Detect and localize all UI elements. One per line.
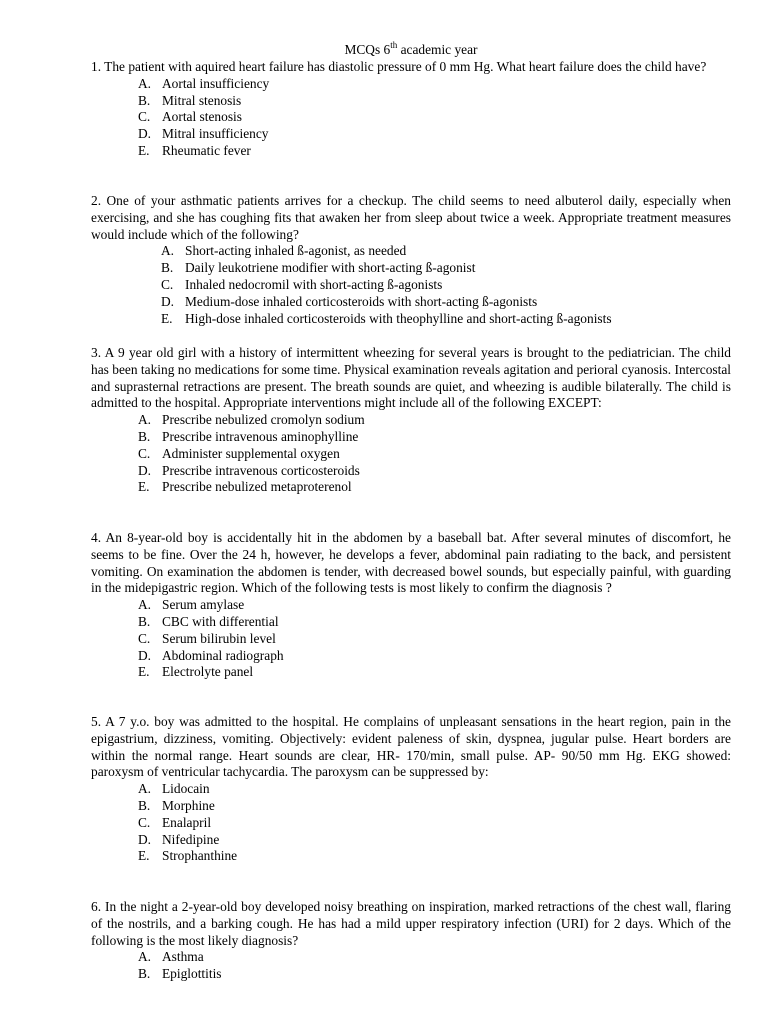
- question-2: [91, 193, 731, 327]
- title-superscript: th: [390, 39, 398, 50]
- answer-option: [138, 966, 731, 983]
- answer-option: [138, 781, 731, 798]
- option-letter: A.: [138, 597, 152, 613]
- option-text: Inhaled nedocromil with short-acting ß-agonists: [185, 276, 443, 292]
- option-letter: C.: [138, 814, 151, 830]
- option-text: Aortal stenosis: [162, 109, 242, 125]
- answer-option: [138, 648, 731, 665]
- option-text: Prescribe nebulized cromolyn sodium: [162, 412, 365, 428]
- answer-option: [138, 798, 731, 815]
- answer-option: [138, 76, 731, 93]
- answer-option: [161, 294, 731, 311]
- option-text: Mitral insufficiency: [162, 126, 269, 142]
- answer-option: [138, 479, 731, 496]
- option-text: Administer supplemental oxygen: [162, 445, 340, 461]
- option-text: Morphine: [162, 797, 215, 813]
- answer-option: [138, 949, 731, 966]
- option-letter: C.: [161, 276, 174, 292]
- question-3: [91, 345, 731, 496]
- question-stem: 6. In the night a 2-year-old boy developed noisy breathing on inspiration, marked retractions of the chest wall, flaring of the nostrils, and a barking cough. He has had a mild upper respiratory infection (URI) for 2 days. Which of the following is the most likely diagnosis?: [91, 899, 731, 948]
- option-text: Prescribe intravenous aminophylline: [162, 428, 359, 444]
- answer-option: [138, 446, 731, 463]
- option-letter: E.: [138, 848, 150, 864]
- option-letter: E.: [161, 310, 173, 326]
- option-text: Strophanthine: [162, 848, 238, 864]
- option-letter: B.: [138, 966, 151, 982]
- option-text: Prescribe intravenous corticosteroids: [162, 462, 360, 478]
- option-text: CBC with differential: [162, 613, 279, 629]
- answer-options: [161, 243, 731, 327]
- option-text: Lidocain: [162, 781, 210, 797]
- option-letter: A.: [138, 949, 152, 965]
- answer-option: [138, 109, 731, 126]
- option-text: Nifedipine: [162, 831, 220, 847]
- answer-option: [138, 664, 731, 681]
- option-text: Epiglottitis: [162, 966, 222, 982]
- answer-option: [138, 412, 731, 429]
- answer-options: [138, 781, 731, 865]
- answer-option: [138, 143, 731, 160]
- question-6: [91, 899, 731, 983]
- answer-option: [138, 631, 731, 648]
- answer-option: [138, 597, 731, 614]
- option-text: Daily leukotriene modifier with short-acting ß-agonist: [185, 260, 476, 276]
- answer-option: [138, 93, 731, 110]
- option-text: Asthma: [162, 949, 204, 965]
- answer-option: [138, 815, 731, 832]
- option-letter: C.: [138, 109, 151, 125]
- answer-options: [138, 76, 731, 160]
- answer-option: [161, 260, 731, 277]
- question-stem: 5. A 7 y.o. boy was admitted to the hospital. He complains of unpleasant sensations in the heart region, pain in the epigastrium, dizziness, vomiting. Objectively: evident paleness of skin, dyspnea, jugular pulse. Heart borders are within the normal range. Heart sounds are clear, HR- 170/min, small pulse. AP- 90/50 mm Hg. EKG showed: paroxysm of ventricular tachycardia. The paroxysm can be suppressed by:: [91, 714, 731, 780]
- answer-option: [138, 429, 731, 446]
- option-letter: E.: [138, 142, 150, 158]
- option-letter: B.: [161, 260, 174, 276]
- option-letter: D.: [138, 462, 152, 478]
- option-text: Electrolyte panel: [162, 664, 254, 680]
- option-letter: A.: [138, 412, 152, 428]
- option-letter: A.: [161, 243, 175, 259]
- document-title: [91, 39, 731, 59]
- option-letter: D.: [138, 831, 152, 847]
- option-letter: E.: [138, 664, 150, 680]
- question-stem: 1. The patient with aquired heart failure has diastolic pressure of 0 mm Hg. What heart failure does the child have?: [91, 59, 707, 74]
- option-letter: D.: [138, 647, 152, 663]
- option-letter: A.: [138, 781, 152, 797]
- answer-options: [138, 412, 731, 496]
- option-text: Aortal insufficiency: [162, 75, 270, 91]
- answer-option: [161, 243, 731, 260]
- option-text: Mitral stenosis: [162, 92, 242, 108]
- option-letter: E.: [138, 479, 150, 495]
- option-letter: B.: [138, 797, 151, 813]
- question-1: [91, 59, 731, 160]
- option-text: Short-acting inhaled ß-agonist, as needed: [185, 243, 407, 259]
- option-letter: D.: [161, 293, 175, 309]
- answer-option: [138, 126, 731, 143]
- option-letter: C.: [138, 630, 151, 646]
- option-letter: B.: [138, 428, 151, 444]
- answer-option: [138, 832, 731, 849]
- option-letter: A.: [138, 75, 152, 91]
- answer-option: [161, 311, 731, 328]
- question-stem: 2. One of your asthmatic patients arrives for a checkup. The child seems to need albuterol daily, especially when exercising, and she has coughing fits that awaken her from sleep about twice a week. Appropriate treatment measures would include which of the following?: [91, 193, 731, 242]
- option-letter: D.: [138, 126, 152, 142]
- option-text: Serum bilirubin level: [162, 630, 276, 646]
- question-stem: 3. A 9 year old girl with a history of intermittent wheezing for several years is brought to the pediatrician. The child has been taking no medications for some time. Physical examination reveals agitation and perioral cyanosis. Intercostal and suprasternal retractions are present. The breath sounds are quiet, and wheezing is audible bilaterally. The child is admitted to the hospital. Appropriate interventions might include all of the following EXCEPT:: [91, 345, 731, 411]
- option-letter: B.: [138, 92, 151, 108]
- option-text: Enalapril: [162, 814, 212, 830]
- option-text: Medium-dose inhaled corticosteroids with short-acting ß-agonists: [185, 293, 538, 309]
- option-text: Rheumatic fever: [162, 142, 251, 158]
- answer-option: [138, 614, 731, 631]
- option-text: Serum amylase: [162, 597, 245, 613]
- answer-options: [138, 597, 731, 681]
- option-text: Prescribe nebulized metaproterenol: [162, 479, 352, 495]
- question-4: [91, 530, 731, 681]
- option-letter: B.: [138, 613, 151, 629]
- option-letter: C.: [138, 445, 151, 461]
- option-text: High-dose inhaled corticosteroids with theophylline and short-acting ß-agonists: [185, 310, 612, 326]
- option-text: Abdominal radiograph: [162, 647, 284, 663]
- answer-option: [138, 848, 731, 865]
- answer-option: [161, 277, 731, 294]
- title-prefix: MCQs 6: [344, 42, 391, 57]
- answer-options: [138, 949, 731, 983]
- title-suffix: academic year: [397, 42, 478, 57]
- answer-option: [138, 463, 731, 480]
- question-5: [91, 714, 731, 865]
- question-stem: 4. An 8-year-old boy is accidentally hit in the abdomen by a baseball bat. After several minutes of discomfort, he seems to be fine. Over the 24 h, however, he develops a fever, abdominal pain radiating to the back, and persistent vomiting. On examination the abdomen is tender, with decreased bowel sounds, but especially painful, with guarding in the midepigastric region. Which of the following tests is most likely to confirm the diagnosis ?: [91, 530, 731, 596]
